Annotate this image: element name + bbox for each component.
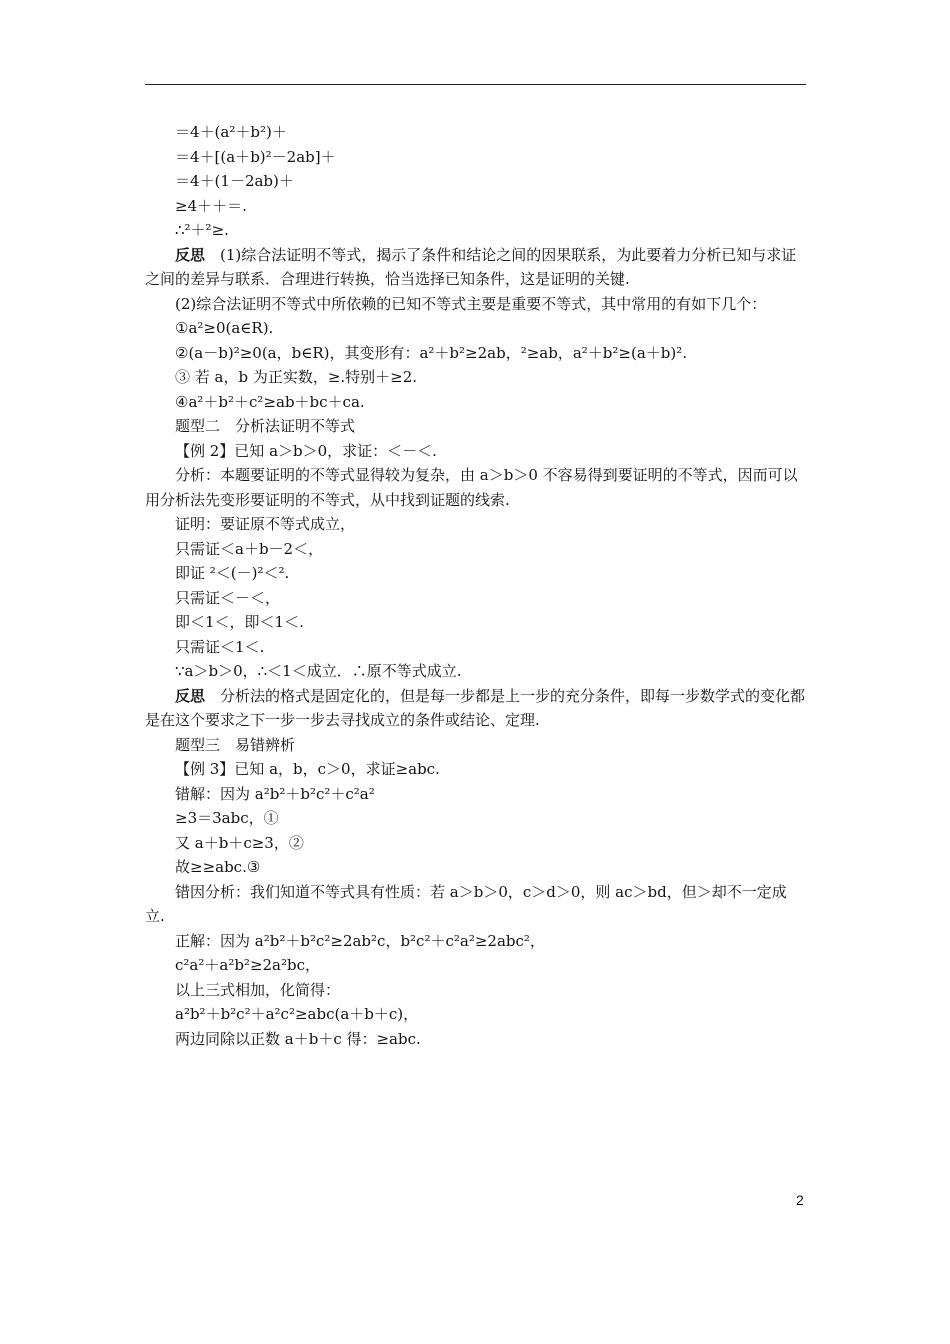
text-line: [145, 1027, 806, 1052]
text-line: [145, 855, 806, 880]
paragraph: [145, 292, 806, 317]
paragraph: [145, 243, 806, 292]
line-text: 分析法的格式是固定化的，但是每一步都是上一步的充分条件，即每一步数学式的变化都是在这个要求之下一步一步去寻找成立的条件或结论、定理.: [145, 686, 806, 729]
line-text: ≥3＝3abc，①: [175, 809, 279, 827]
text-line: [145, 169, 806, 194]
line-text: ∴²＋²≥.: [175, 221, 229, 239]
text-line: [145, 978, 806, 1003]
line-text: 即＜1＜，即＜1＜.: [175, 613, 304, 631]
text-line: [145, 831, 806, 856]
text-line: [145, 733, 806, 758]
line-text: 故≥≥abc.③: [175, 858, 261, 876]
text-line: [145, 365, 806, 390]
line-text: ②(a－b)²≥0(a，b∈R)，其变形有：a²＋b²≥2ab，²≥ab，a²＋b²≥(a＋b)².: [175, 343, 687, 362]
text-line: [145, 586, 806, 611]
line-text: 只需证＜－＜，: [175, 588, 281, 607]
text-line: [145, 782, 806, 807]
text-line: [145, 341, 806, 366]
line-text: 题型二 分析法证明不等式: [175, 417, 356, 435]
text-line: [145, 757, 806, 782]
line-text: ①a²≥0(a∈R).: [175, 319, 274, 337]
text-line: [145, 561, 806, 586]
header-rule: [145, 84, 806, 85]
line-text: 以上三式相加，化简得：: [175, 980, 341, 999]
line-text: ＝4＋[(a＋b)²－2ab]＋: [175, 147, 336, 166]
text-line: [145, 439, 806, 464]
text-line: [145, 537, 806, 562]
text-line: [145, 610, 806, 635]
text-line: [145, 635, 806, 660]
text-line: [145, 120, 806, 145]
line-text: ④a²＋b²＋c²≥ab＋bc＋ca.: [175, 392, 365, 411]
text-line: [145, 390, 806, 415]
line-text: 证明：要证原不等式成立，: [175, 515, 356, 533]
document-body: [145, 120, 806, 1051]
section-label: 反思: [175, 686, 206, 705]
text-line: [145, 414, 806, 439]
line-text: 正解：因为 a²b²＋b²c²≥2ab²c，b²c²＋c²a²≥2abc²，: [175, 931, 545, 950]
line-text: 两边同除以正数 a＋b＋c 得：≥abc.: [175, 1029, 421, 1048]
line-text: ＝4＋(a²＋b²)＋: [175, 123, 287, 141]
paragraph: [145, 463, 806, 512]
line-text: (2)综合法证明不等式中所依赖的已知不等式主要是重要不等式，其中常用的有如下几个：: [175, 294, 767, 313]
page-number: 2: [796, 1192, 804, 1208]
line-text: ③ 若 a，b 为正实数，≥.特别＋≥2.: [175, 368, 418, 386]
text-line: [145, 929, 806, 954]
text-line: [145, 316, 806, 341]
text-line: [145, 953, 806, 978]
line-text: 即证 ²＜(－)²＜².: [175, 564, 290, 582]
line-text: (1)综合法证明不等式，揭示了条件和结论之间的因果联系，为此要着力分析已知与求证之间的差异与联系．合理进行转换，恰当选择已知条件，这是证明的关键.: [145, 245, 797, 288]
line-text: 只需证＜a＋b－2＜，: [175, 539, 324, 558]
line-text: ∵a＞b＞0，∴＜1＜成立．∴原不等式成立.: [175, 662, 462, 680]
line-text: a²b²＋b²c²＋a²c²≥abc(a＋b＋c)，: [175, 1005, 419, 1023]
line-text: 分析：本题要证明的不等式显得较为复杂，由 a＞b＞0 不容易得到要证明的不等式，因而可以用分析法先变形要证明的不等式，从中找到证题的线索.: [145, 466, 798, 509]
line-text: 错解：因为 a²b²＋b²c²＋c²a²: [175, 784, 375, 803]
line-text: 【例 2】已知 a＞b＞0，求证：＜－＜.: [175, 441, 437, 460]
text-line: [145, 659, 806, 684]
line-text: ＝4＋(1－2ab)＋: [175, 172, 294, 190]
text-line: [145, 512, 806, 537]
paragraph: [145, 880, 806, 929]
paragraph: [145, 684, 806, 733]
line-text: 【例 3】已知 a，b，c＞0，求证≥abc.: [175, 760, 440, 778]
line-text: 错因分析：我们知道不等式具有性质：若 a＞b＞0，c＞d＞0，则 ac＞bd，但＞却不一定成立.: [145, 882, 787, 925]
text-line: [145, 145, 806, 170]
text-line: [145, 194, 806, 219]
section-label: 反思: [175, 245, 206, 264]
text-line: [145, 1002, 806, 1027]
text-line: [145, 806, 806, 831]
text-line: [145, 218, 806, 243]
line-text: 只需证＜1＜.: [175, 637, 265, 656]
line-text: 题型三 易错辨析: [175, 735, 296, 754]
line-text: c²a²＋a²b²≥2a²bc，: [175, 956, 321, 974]
line-text: ≥4＋＋＝.: [175, 196, 247, 215]
line-text: 又 a＋b＋c≥3，②: [175, 833, 304, 852]
